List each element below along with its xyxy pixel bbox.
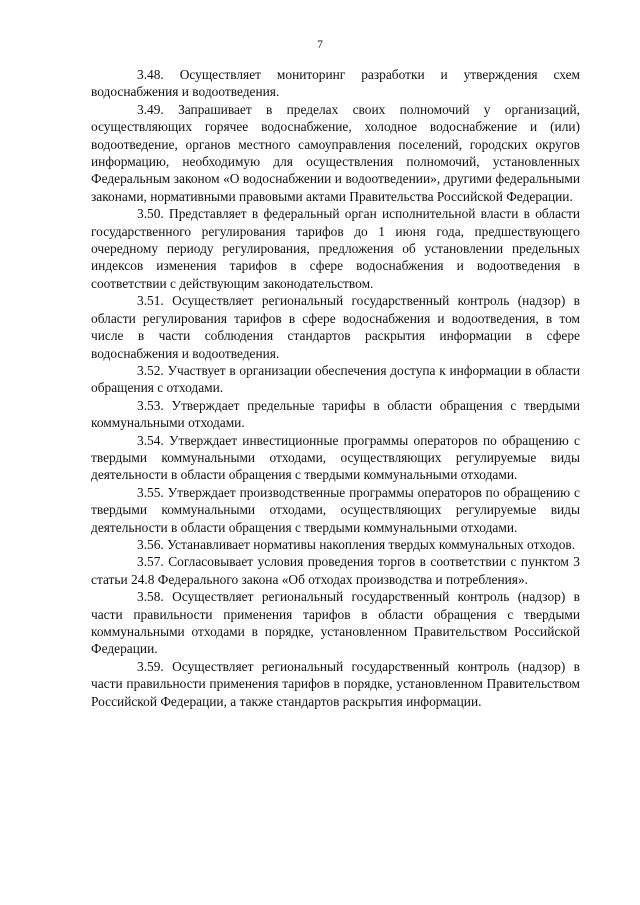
clause-3-57: 3.57. Согласовывает условия проведения торгов в соответствии с пунктом 3 статьи 24.8 Федерального закона «Об отходах производства и потребления».	[91, 554, 580, 587]
clause-3-50: 3.50. Представляет в федеральный орган исполнительной власти в области государственного регулирования тарифов до 1 июня года, предшествующего очередному периоду регулирования, предложения об установлении предельных индексов изменения тарифов в сфере водоснабжения и водоотведения в соответствии с действующим законодательством.	[91, 206, 580, 291]
clause-3-51: 3.51. Осуществляет региональный государственный контроль (надзор) в области регулирования тарифов в сфере водоснабжения и водоотведения, в том числе в части соблюдения стандартов раскрытия информации в сфере водоснабжения и водоотведения.	[91, 293, 580, 361]
clause-3-58: 3.58. Осуществляет региональный государственный контроль (надзор) в части правильности применения тарифов в области обращения с твердыми коммунальными отходами в порядке, установленном Правительством Российской Федерации.	[91, 589, 580, 657]
clause-3-55: 3.55. Утверждает производственные программы операторов по обращению с твердыми коммунальными отходами, осуществляющих регулируемые виды деятельности в области обращения с твердыми коммунальными отходами.	[91, 484, 580, 535]
clause-3-48: 3.48. Осуществляет мониторинг разработки и утверждения схем водоснабжения и водоотведения.	[91, 67, 580, 100]
clause-3-49: 3.49. Запрашивает в пределах своих полномочий у организаций, осуществляющих горячее водоснабжение, холодное водоснабжение и (или) водоотведение, органов местного самоуправления поселений, городских округов информацию, необходимую для осуществления полномочий, установленных Федеральным законом «О водоснабжении и водоотведении», другими федеральными законами, нормативными правовыми актами Правительства Российской Федерации.	[91, 101, 580, 204]
clause-3-54: 3.54. Утверждает инвестиционные программы операторов по обращению с твердыми коммунальными отходами, осуществляющих регулируемые виды деятельности в области обращения с твердыми коммунальными отходами.	[91, 432, 580, 483]
clause-3-56: 3.56. Устанавливает нормативы накопления твердых коммунальных отходов.	[137, 536, 576, 552]
document-body	[91, 66, 580, 710]
clause-3-52: 3.52. Участвует в организации обеспечения доступа к информации в области обращения с отходами.	[91, 362, 580, 396]
page-number: 7	[317, 39, 323, 51]
clause-3-53: 3.53. Утверждает предельные тарифы в области обращения с твердыми коммунальными отходами.	[91, 397, 580, 431]
clause-3-59: 3.59. Осуществляет региональный государственный контроль (надзор) в части правильности применения тарифов в порядке, установленном Правительством Российской Федерации, а также стандартов раскрытия информации.	[91, 658, 580, 709]
